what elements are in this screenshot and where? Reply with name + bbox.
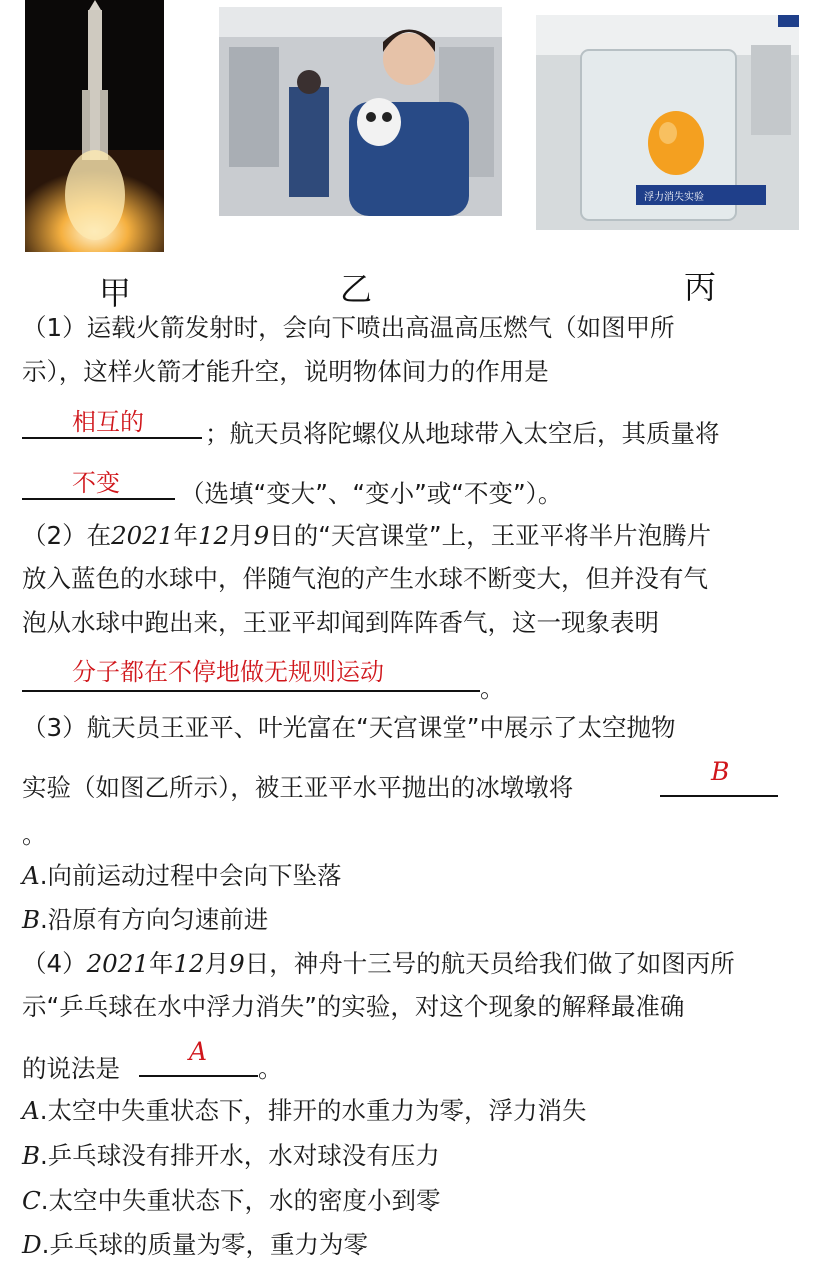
q4-blank [139, 1075, 258, 1077]
q2-year: 2021 [111, 521, 174, 550]
q1-line1: （1）运载火箭发射时，会向下喷出高温高压燃气（如图甲所 [22, 313, 675, 342]
pingpong-water-photo [536, 15, 799, 230]
q2-year-char: 年 [173, 521, 198, 550]
q4-line1 [22, 947, 735, 981]
q2-answer: 分子都在不停地做无规则运动 [72, 658, 384, 686]
q4-rest: 日，神舟十三号的航天员给我们做了如图丙所 [244, 949, 735, 978]
q4-end: 。 [258, 1054, 283, 1083]
q4-option-a: A.太空中失重状态下，排开的水重力为零，浮力消失 [22, 1096, 587, 1125]
q2-line2: 放入蓝色的水球中，伴随气泡的产生水球不断变大，但并没有气 [22, 564, 708, 593]
q4-month-char: 月 [204, 949, 230, 978]
q2-end: 。 [480, 674, 505, 703]
rocket-launch-photo [25, 0, 164, 252]
q1-answer1: 相互的 [72, 408, 144, 436]
q2-month-char: 月 [229, 521, 254, 550]
q4-option-b: B.乒乓球没有排开水，水对球没有压力 [22, 1141, 440, 1170]
q3-option-a: A.向前运动过程中会向下坠落 [22, 861, 342, 890]
caption-jia: 甲 [99, 274, 132, 312]
q4-option-c: C.太空中失重状态下，水的密度小到零 [22, 1186, 441, 1215]
q2-rest: 日的“天宫课堂”上，王亚平将半片泡腾片 [269, 521, 712, 550]
q4-prefix: （4） [22, 949, 87, 978]
q4-year-char: 年 [148, 949, 174, 978]
q1-line4: （选填“变大”、“变小”或“不变”）。 [180, 479, 563, 508]
caption-bing: 丙 [684, 268, 717, 306]
q4-line2: 示“乒乓球在水中浮力消失”的实验，对这个现象的解释最准确 [22, 992, 685, 1021]
q3-option-b: B.沿原有方向匀速前进 [22, 905, 269, 934]
q2-month: 12 [197, 521, 230, 550]
q2-day: 9 [253, 521, 270, 550]
astronaut-photo [219, 7, 502, 216]
q3-answer: B [711, 757, 730, 786]
q1-line3: ；航天员将陀螺仪从地球带入太空后，其质量将 [205, 419, 720, 448]
q4-answer: A [189, 1037, 208, 1066]
q2-blank [22, 690, 480, 692]
caption-yi: 乙 [340, 270, 373, 308]
q3-line2: 实验（如图乙所示），被王亚平水平抛出的冰墩墩将 [22, 773, 574, 802]
q4-day: 9 [229, 949, 245, 978]
q3-line1: （3）航天员王亚平、叶光富在“天宫课堂”中展示了太空抛物 [22, 713, 676, 742]
q4-option-d: D.乒乓球的质量为零，重力为零 [22, 1230, 368, 1259]
q3-end: 。 [22, 820, 47, 849]
q1-line2: 示），这样火箭才能升空，说明物体间力的作用是 [22, 357, 549, 386]
q4-year: 2021 [86, 949, 149, 978]
q1-blank1 [22, 437, 202, 439]
q4-month: 12 [173, 949, 205, 978]
experiment-banner-text: 浮力消失实验 [644, 192, 704, 203]
q2-line1 [22, 519, 711, 553]
q4-line3: 的说法是 [22, 1054, 120, 1083]
q3-blank [660, 795, 778, 797]
q1-blank2 [22, 498, 175, 500]
q1-answer2: 不变 [72, 469, 120, 497]
q2-prefix: （2）在 [22, 521, 112, 550]
q2-line3: 泡从水球中跑出来，王亚平却闻到阵阵香气，这一现象表明 [22, 608, 659, 637]
